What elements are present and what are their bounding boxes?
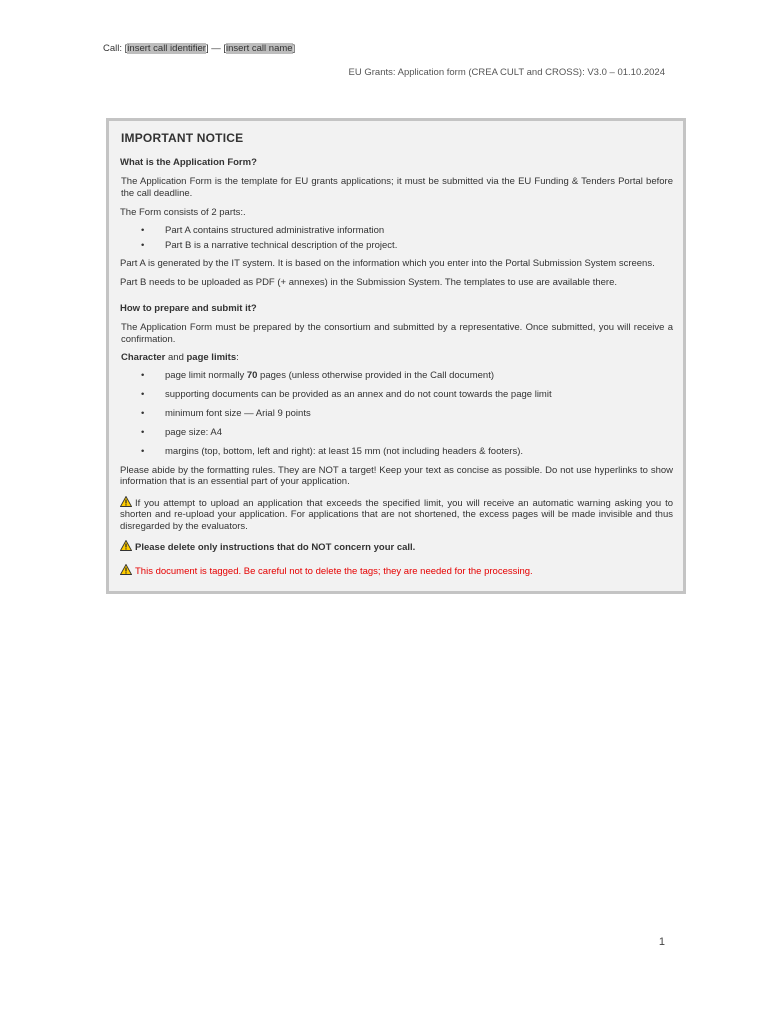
part-a-text: Part A is generated by the IT system. It is based on the information which you enter into the Portal Submission System screens. bbox=[120, 257, 655, 269]
limits-heading: Character and page limits: bbox=[121, 352, 239, 363]
list-item: • margins (top, bottom, left and right): at least 15 mm (not including headers & footers). bbox=[141, 445, 524, 457]
delete-warning: Please delete only instructions that do NOT concern your call. bbox=[120, 540, 673, 554]
warning-triangle-icon bbox=[120, 564, 132, 575]
call-suffix: ] bbox=[292, 43, 296, 54]
important-notice-box bbox=[106, 118, 686, 594]
what-text: The Application Form is the template for EU grants applications; it must be submitted via the EU Funding & Tenders Portal before the call deadline. bbox=[121, 176, 673, 199]
call-prefix: Call: [ bbox=[103, 43, 128, 54]
call-separator: ] — [ bbox=[205, 43, 227, 54]
list-item: • page limit normally 70 pages (unless otherwise provided in the Call document) bbox=[141, 369, 494, 381]
limits-list bbox=[117, 370, 673, 458]
upload-warning: If you attempt to upload an application that exceeds the specified limit, you will receive an automatic warning asking you to shorten and re-upload your application. For applications that are not shortened, the excess pages will be made invisible and thus disregarded by the evaluators. bbox=[120, 497, 673, 532]
bullet: • bbox=[141, 407, 145, 419]
list-item: • Part A contains structured administrative information bbox=[141, 224, 385, 236]
bullet: • bbox=[141, 388, 145, 400]
list-item: • Part B is a narrative technical description of the project. bbox=[141, 240, 398, 251]
tags-warning: This document is tagged. Be careful not to delete the tags; they are needed for the processing. bbox=[120, 564, 673, 578]
call-name-placeholder[interactable]: insert call name bbox=[226, 43, 293, 54]
bullet: • bbox=[141, 426, 145, 438]
list-item: • supporting documents can be provided as an annex and do not count towards the page limit bbox=[141, 388, 552, 400]
parts-list bbox=[117, 225, 673, 252]
parts-intro: The Form consists of 2 parts:. bbox=[120, 207, 246, 218]
warning-triangle-icon bbox=[120, 540, 132, 551]
bullet: • bbox=[141, 445, 145, 457]
what-heading: What is the Application Form? bbox=[120, 156, 257, 168]
list-item: • page size: A4 bbox=[141, 426, 223, 438]
call-identifier-placeholder[interactable]: insert call identifier bbox=[127, 43, 206, 54]
notice-title: IMPORTANT NOTICE bbox=[121, 131, 244, 145]
warning-triangle-icon bbox=[120, 496, 132, 507]
call-line bbox=[103, 43, 295, 54]
bullet: • bbox=[141, 369, 145, 381]
form-version-header: EU Grants: Application form (CREA CULT and CROSS): V3.0 – 01.10.2024 bbox=[348, 67, 665, 78]
bullet: • bbox=[141, 224, 145, 236]
how-text: The Application Form must be prepared by the consortium and submitted by a representative. Once submitted, you will receive a confirmation. bbox=[121, 322, 673, 345]
bullet: • bbox=[141, 240, 145, 251]
how-heading: How to prepare and submit it? bbox=[120, 302, 257, 314]
abide-text: Please abide by the formatting rules. They are NOT a target! Keep your text as concise as possible. Do not use hyperlinks to show information that is an essential part of your application. bbox=[120, 464, 673, 487]
list-item: • minimum font size — Arial 9 points bbox=[141, 407, 311, 419]
page-number: 1 bbox=[658, 936, 665, 948]
part-b-text: Part B needs to be uploaded as PDF (+ annexes) in the Submission System. The templates to use are available there. bbox=[120, 277, 618, 288]
